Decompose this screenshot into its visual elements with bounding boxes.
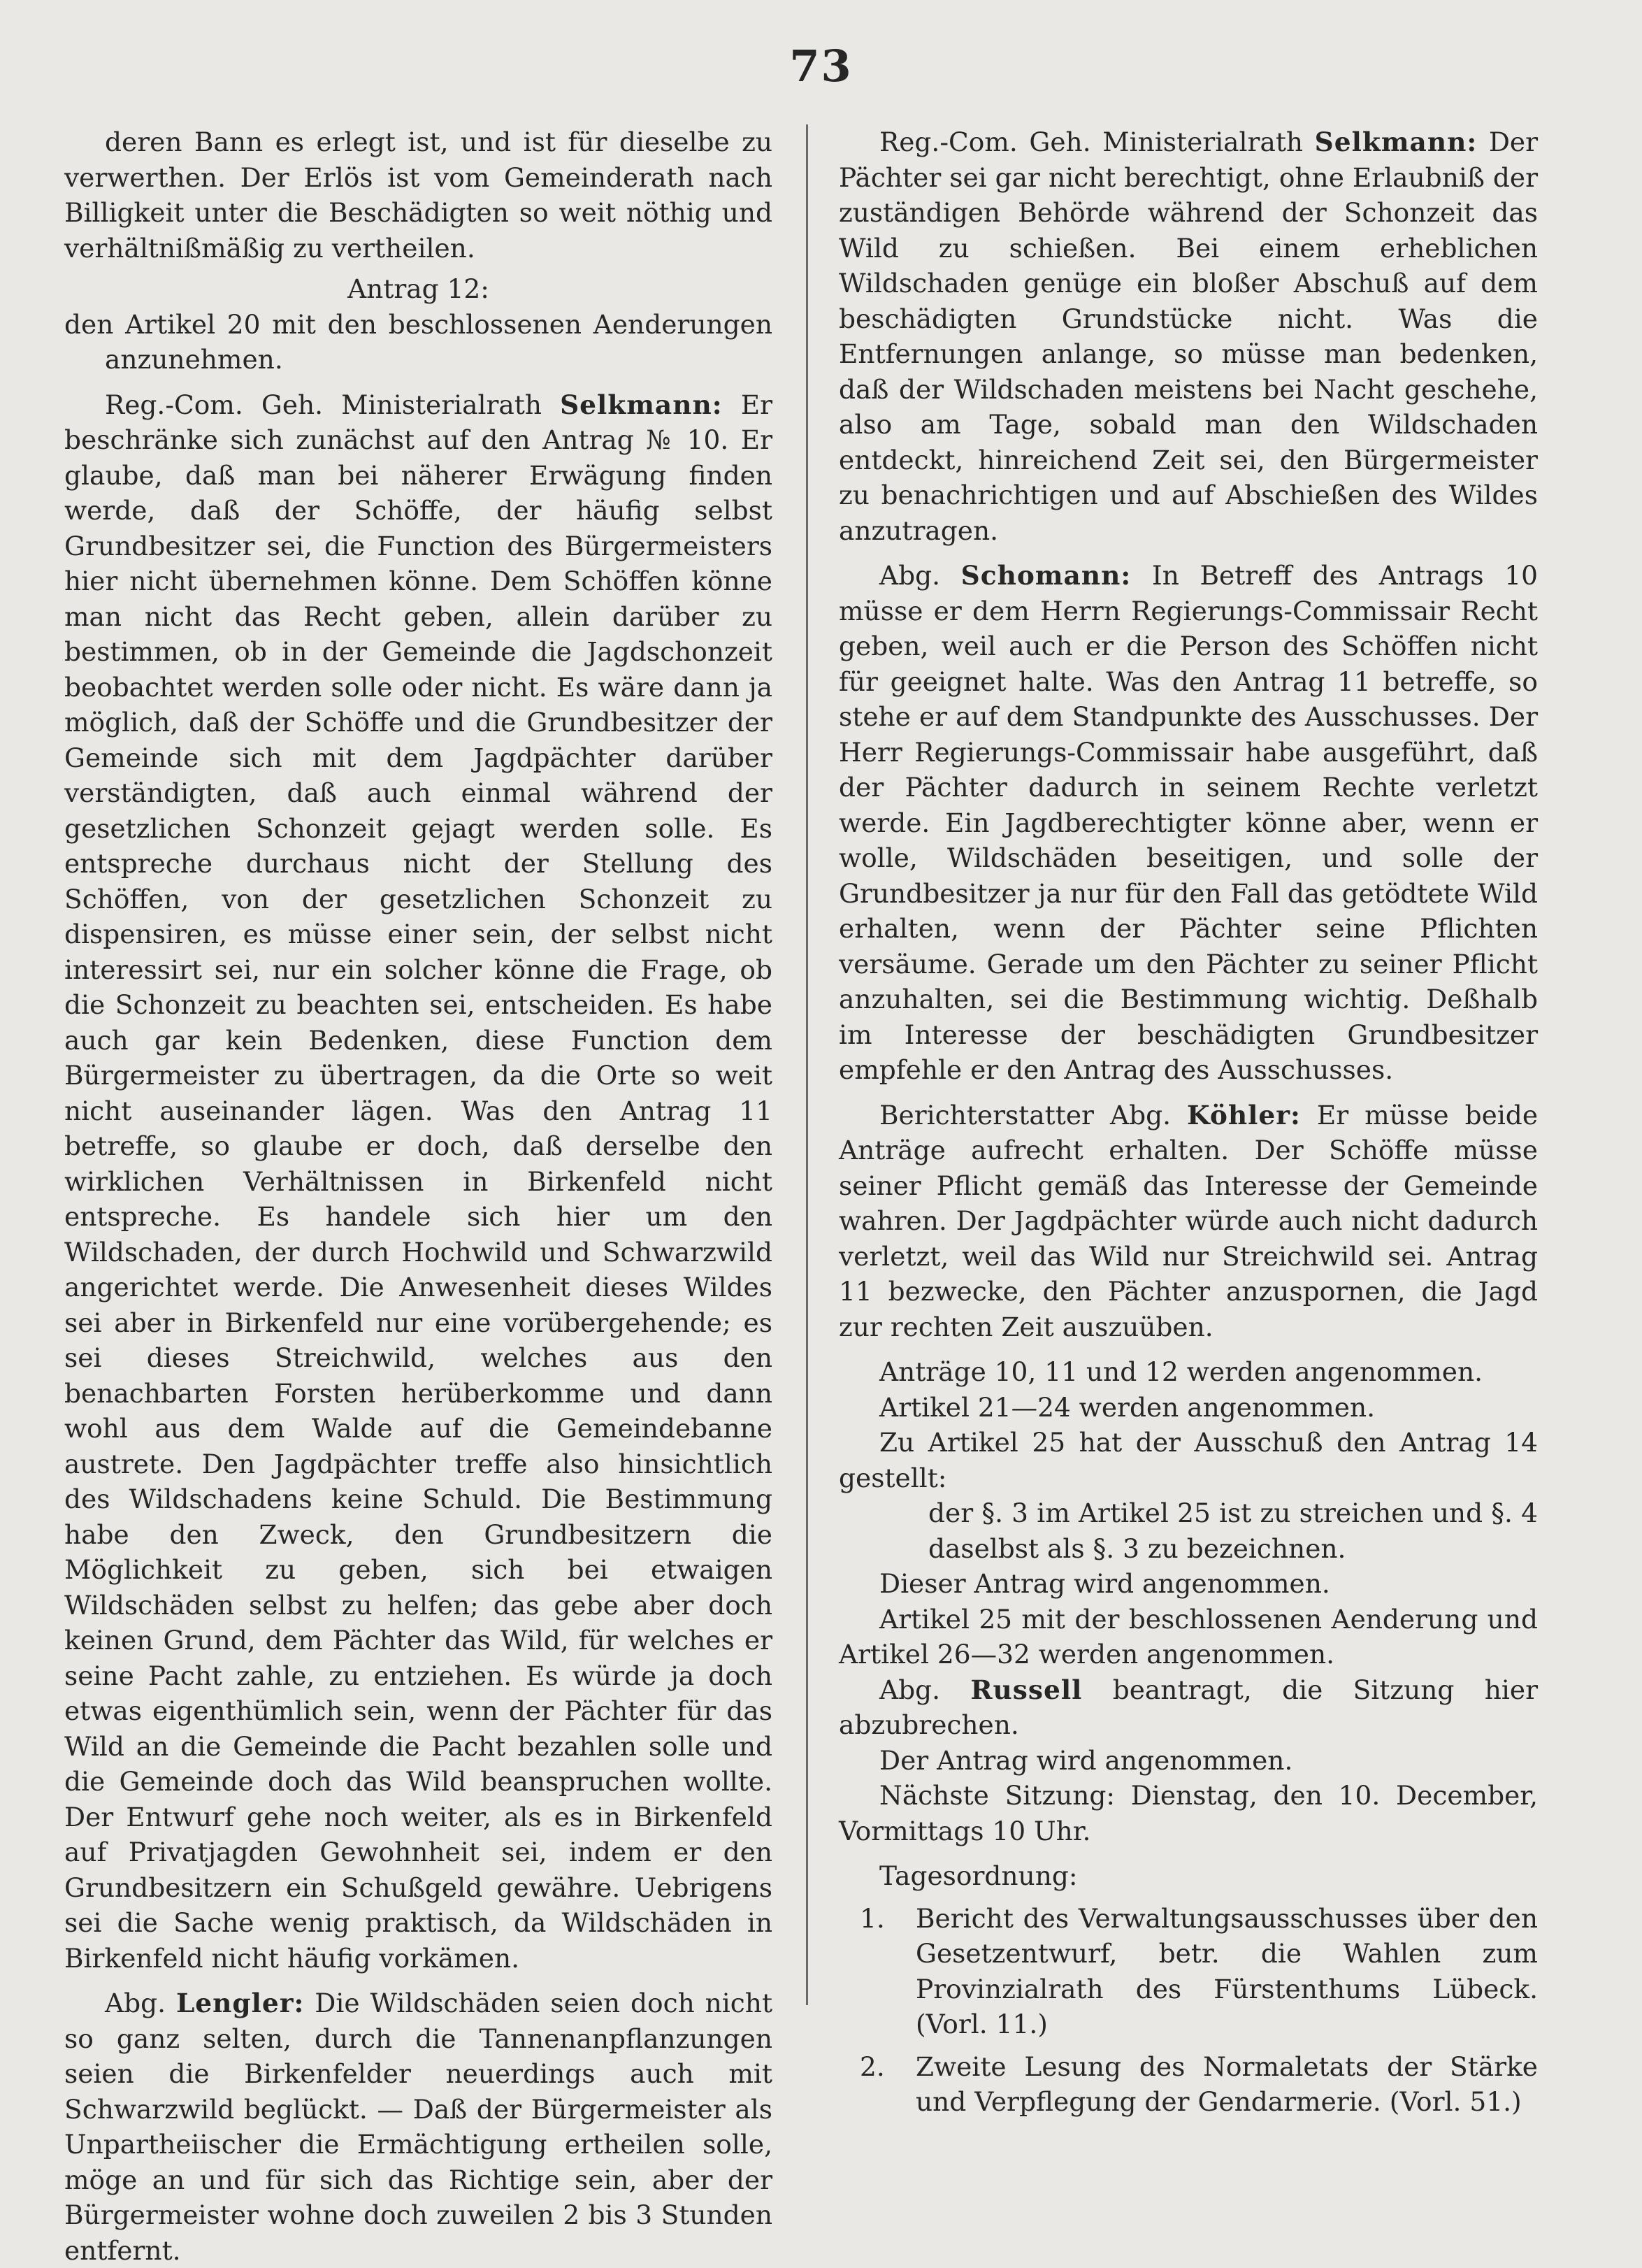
resolution: Zu Artikel 25 hat der Ausschuß den Antrag 14 gestellt: xyxy=(839,1427,1538,1493)
antrag-text: den Artikel 20 mit den beschlossenen Aenderungen anzunehmen. xyxy=(64,308,772,375)
speaker-title: Reg.-Com. Geh. Ministerialrath xyxy=(105,389,542,420)
speech-text: Die Wildschäden seien doch nicht so ganz selten, durch die Tannenanpflanzungen seien die Birkenfelder neuerdings auch mit Schwarzwild beglückt. — Daß der Bürgermeister als Unpartheiischer die Ermächtigung ertheilen solle, möge an und für sich das Richtige sein, aber der Bürgermeister wohne doch zuweilen 2 bis 3 Stunden entfernt. xyxy=(64,1988,773,2266)
resolution: Der Antrag wird angenommen. xyxy=(879,1744,1293,1776)
speech-text: beantragt, die Sitzung hier abzubrechen. xyxy=(839,1674,1538,1740)
agenda-number: 2. xyxy=(860,2051,885,2082)
speech-schomann xyxy=(839,558,1538,1088)
speaker-title: Abg. xyxy=(105,1988,166,2018)
motion-text: der §. 3 im Artikel 25 ist zu streichen und §. 4 daselbst als §. 3 zu bezeichnen. xyxy=(928,1498,1538,1564)
speaker-name: Schomann: xyxy=(960,560,1132,591)
resolution: Artikel 25 mit der beschlossenen Aenderung und Artikel 26—32 werden angenommen. xyxy=(839,1603,1538,1670)
speech-text: Der Pächter sei gar nicht berechtigt, ohne Erlaubniß der zuständigen Behörde während der Schonzeit das Wild zu schießen. Bei einem erheblichen Wildschaden genüge ein bloßer Abschuß auf dem beschädigten Grundstücke nicht. Was die Entfernungen anlange, so müsse man bedenken, daß der Wildschaden meistens bei Nacht geschehe, also am Tage, sobald man den Wildschaden entdeckt, hinreichend Zeit sei, den Bürgermeister zu benachrichtigen und auf Abschießen des Wildes anzutragen. xyxy=(839,127,1539,546)
speech-text: In Betreff des Antrags 10 müsse er dem Herrn Regierungs-Commissair Recht geben, weil auch er die Person des Schöffen nicht für geeignet halte. Was den Antrag 11 betreffe, so stehe er auf dem Standpunkte des Ausschusses. Der Herr Regierungs-Commissair habe ausgeführt, daß der Pächter dadurch in seinem Rechte verletzt werde. Ein Jagdberechtigter könne aber, wenn er wolle, Wildschäden beseitigen, und solle der Grundbesitzer ja nur für den Fall das getödtete Wild erhalten, wenn der Pächter seine Pflichten versäume. Gerade um den Pächter zu seiner Pflicht anzuhalten, sei die Bestimmung wichtig. Deßhalb im Interesse der beschädigten Grundbesitzer empfehle er den Antrag des Ausschusses. xyxy=(839,560,1539,1085)
speech-selkmann xyxy=(64,387,772,1976)
agenda-text: Zweite Lesung des Normaletats der Stärke und Verpflegung der Gendarmerie. (Vorl. 51.) xyxy=(916,2051,1538,2117)
speaker-name: Lengler: xyxy=(175,1988,305,2018)
agenda-item xyxy=(839,1901,1538,2042)
speaker-title: Berichterstatter Abg. xyxy=(879,1099,1171,1131)
speech-koehler xyxy=(839,1098,1538,1345)
agenda-heading: Tagesordnung: xyxy=(879,1860,1078,1891)
agenda-text: Bericht des Verwaltungsausschusses über den Gesetzentwurf, betr. die Wahlen zum Provinzialrath des Fürstenthums Lübeck. (Vorl. 11.) xyxy=(916,1902,1538,2039)
antrag-heading: Antrag 12: xyxy=(347,273,489,304)
right-column xyxy=(839,124,1538,2120)
resolution: Anträge 10, 11 und 12 werden angenommen. xyxy=(879,1356,1483,1387)
speech-text: Er müsse beide Anträge aufrecht erhalten. Der Schöffe müsse seiner Pflicht gemäß das Interesse der Gemeinde wahren. Der Jagdpächter würde auch nicht dadurch verletzt, weil das Wild nur Streichwild sei. Antrag 11 bezwecke, den Pächter anzuspornen, die Jagd zur rechten Zeit auszuüben. xyxy=(839,1099,1539,1342)
resolution: Dieser Antrag wird angenommen. xyxy=(879,1568,1330,1599)
paragraph: deren Bann es erlegt ist, und ist für dieselbe zu verwerthen. Der Erlös ist vom Gemeinderath nach Billigkeit unter die Beschädigten so weit nöthig und verhältnißmäßig zu vertheilen. xyxy=(64,127,772,264)
left-column xyxy=(64,124,772,2268)
speaker-name: Köhler: xyxy=(1187,1099,1301,1131)
speaker-name: Selkmann: xyxy=(1314,127,1478,157)
resolution: Artikel 21—24 werden angenommen. xyxy=(879,1391,1376,1423)
next-session: Nächste Sitzung: Dienstag, den 10. December, Vormittags 10 Uhr. xyxy=(839,1780,1538,1846)
speech-selkmann xyxy=(839,124,1538,548)
speech-lengler xyxy=(64,1986,772,2268)
agenda-item xyxy=(839,2049,1538,2120)
speaker-title: Abg. xyxy=(879,560,941,591)
speaker-title: Reg.-Com. Geh. Ministerialrath xyxy=(879,127,1304,157)
column-divider xyxy=(806,124,808,2005)
speaker-title: Abg. xyxy=(879,1674,941,1705)
speaker-name: Russell xyxy=(970,1674,1083,1705)
page-number: 73 xyxy=(789,41,853,92)
agenda-number: 1. xyxy=(860,1902,885,1934)
speech-text: Er beschränke sich zunächst auf den Antrag № 10. Er glaube, daß man bei näherer Erwägung finden werde, daß der Schöffe, der häufig selbst Grundbesitzer sei, die Function des Bürgermeisters hier nicht übernehmen könne. Dem Schöffen könne man nicht das Recht geben, allein darüber zu bestimmen, ob in der Gemeinde die Jagdschonzeit beobachtet werden solle oder nicht. Es wäre dann ja möglich, daß der Schöffe und die Grundbesitzer der Gemeinde sich mit dem Jagdpächter darüber verständigten, daß auch einmal während der gesetzlichen Schonzeit gejagt werden solle. Es entspreche durchaus nicht der Stellung des Schöffen, von der gesetzlichen Schonzeit zu dispensiren, es müsse einer sein, der selbst nicht interessirt sei, nur ein solcher könne die Frage, ob die Schonzeit zu beachten sei, entscheiden. Es habe auch gar kein Bedenken, diese Function dem Bürgermeister zu übertragen, da die Orte so weit nicht auseinander lägen. Was den Antrag 11 betreffe, so glaube er doch, daß derselbe den wirklichen Verhältnissen in Birkenfeld nicht entspreche. Es handele sich hier um den Wildschaden, der durch Hochwild und Schwarzwild angerichtet werde. Die Anwesenheit dieses Wildes sei aber in Birkenfeld nur eine vorübergehende; es sei dieses Streichwild, welches aus den benachbarten Forsten herüberkomme und dann wohl aus dem Walde auf die Gemeindebanne austrete. Den Jagdpächter treffe also hinsichtlich des Wildschadens keine Schuld. Die Bestimmung habe den Zweck, den Grundbesitzern die Möglichkeit zu geben, sich bei etwaigen Wildschäden selbst zu helfen; das gebe aber doch keinen Grund, dem Pächter das Wild, für welches er seine Pacht zahle, zu entziehen. Es würde ja doch etwas eigenthümlich sein, wenn der Pächter für das Wild an die Gemeinde die Pacht bezahlen solle und die Gemeinde doch das Wild beanspruchen wollte. Der Entwurf gehe noch weiter, als es in Birkenfeld auf Privatjagden Gewohnheit sei, indem er den Grundbesitzern ein Schußgeld gewähre. Uebrigens sei die Sache wenig praktisch, da Wildschäden in Birkenfeld nicht häufig vorkämen. xyxy=(64,389,773,1974)
speech-russell xyxy=(839,1672,1538,1743)
speaker-name: Selkmann: xyxy=(560,389,723,420)
